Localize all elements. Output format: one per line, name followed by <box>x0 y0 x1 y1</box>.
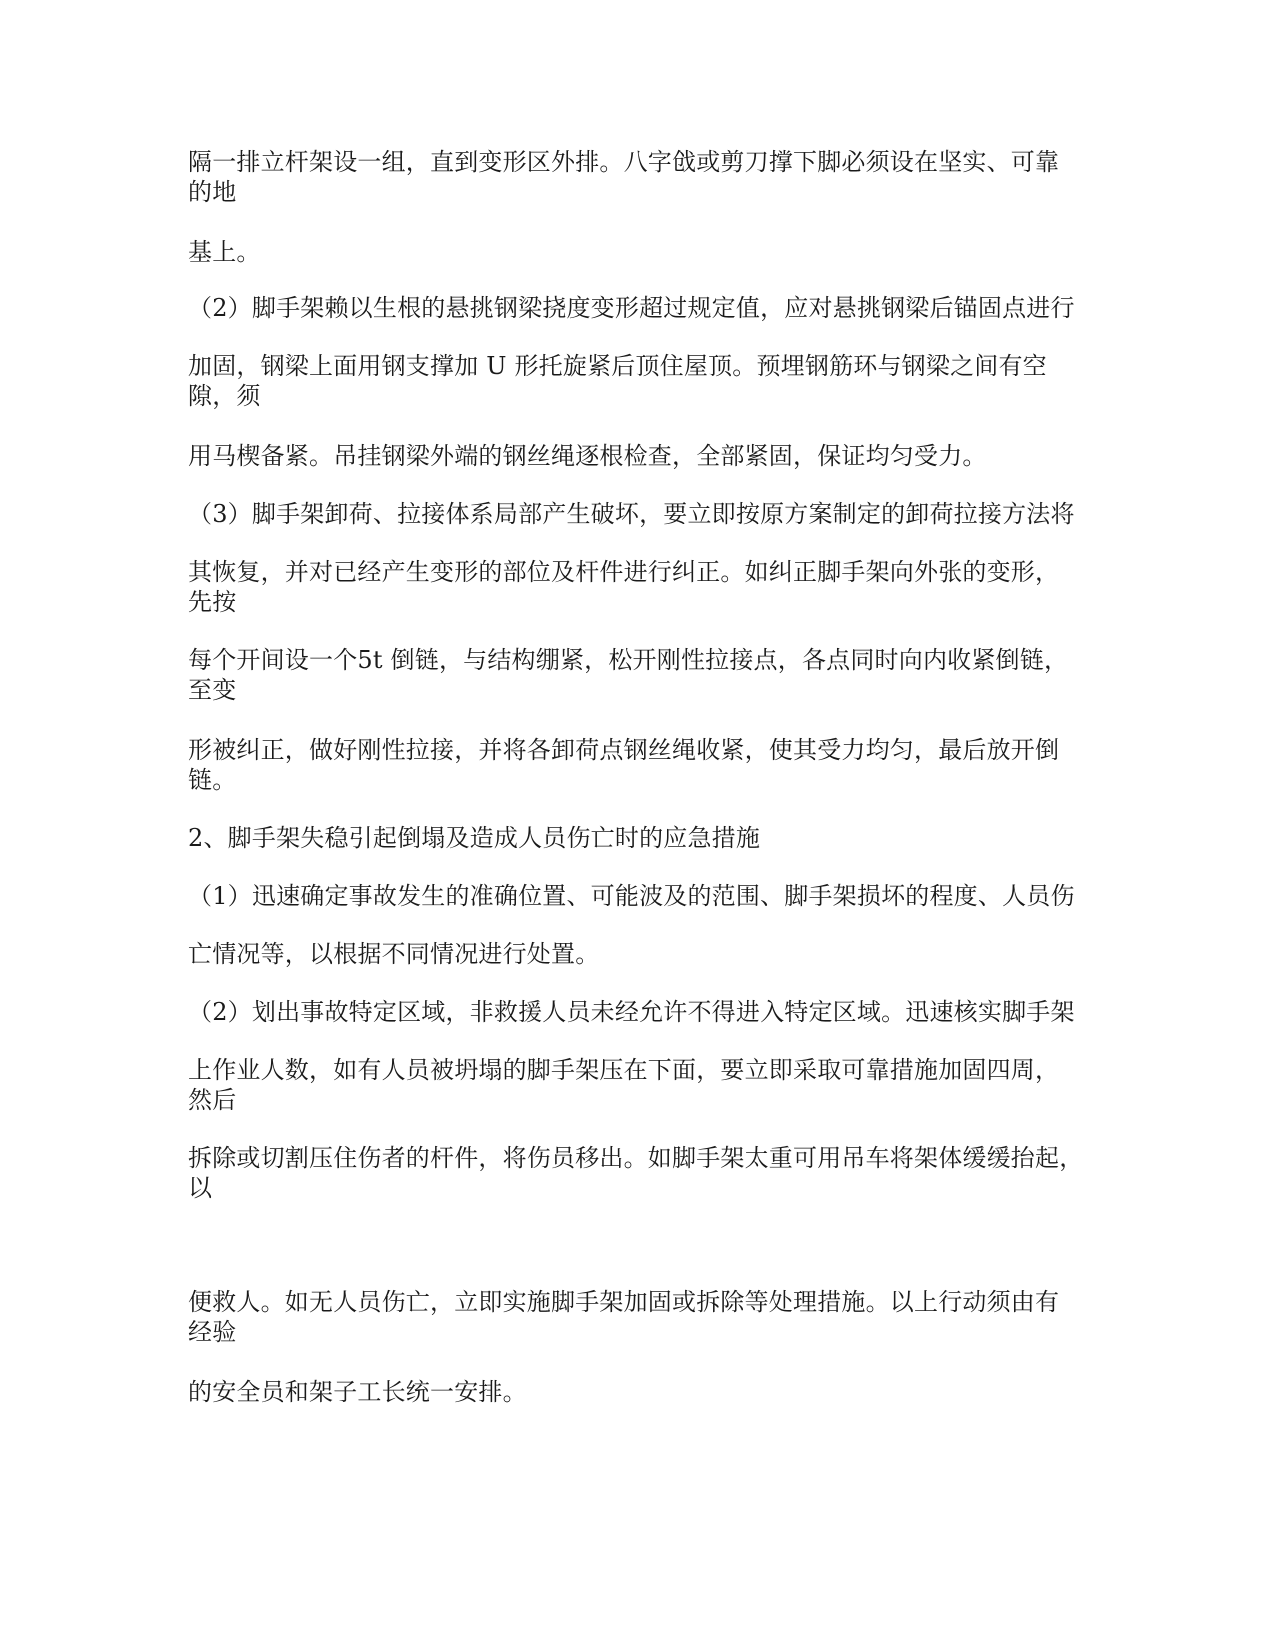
text-line: 形被纠正，做好刚性拉接，并将各卸荷点钢丝绳收紧，使其受力均匀，最后放开倒 <box>188 736 1060 764</box>
text-line: 链。 <box>188 766 237 794</box>
text-line: 用马楔备紧。吊挂钢梁外端的钢丝绳逐根检查，全部紧固，保证均匀受力。 <box>188 442 987 470</box>
text-line: （3）脚手架卸荷、拉接体系局部产生破坏，要立即按原方案制定的卸荷拉接方法将 <box>188 500 1075 528</box>
text-line: 以 <box>188 1174 213 1202</box>
text-line: 加固，钢梁上面用钢支撑加 U 形托旋紧后顶住屋顶。预埋钢筋环与钢梁之间有空 <box>188 352 1047 380</box>
text-line: 上作业人数，如有人员被坍塌的脚手架压在下面，要立即采取可靠措施加固四周， <box>188 1056 1060 1084</box>
text-line: 先按 <box>188 588 237 616</box>
text-line: （1）迅速确定事故发生的准确位置、可能波及的范围、脚手架损坏的程度、人员伤 <box>188 882 1075 910</box>
text-line: （2）脚手架赖以生根的悬挑钢梁挠度变形超过规定值，应对悬挑钢梁后锚固点进行 <box>188 294 1075 322</box>
text-line: 隔一排立杆架设一组，直到变形区外排。八字戗或剪刀撑下脚必须设在坚实、可靠 <box>188 148 1060 176</box>
text-line: 的安全员和架子工长统一安排。 <box>188 1378 527 1406</box>
text-line: 的地 <box>188 178 237 206</box>
section-heading: 2、脚手架失稳引起倒塌及造成人员伤亡时的应急措施 <box>188 824 761 852</box>
text-line: 每个开间设一个5t 倒链，与结构绷紧，松开刚性拉接点，各点同时向内收紧倒链， <box>188 646 1069 674</box>
text-line: 然后 <box>188 1086 237 1114</box>
text-line: 其恢复，并对已经产生变形的部位及杆件进行纠正。如纠正脚手架向外张的变形， <box>188 558 1060 586</box>
text-line: 隙，须 <box>188 382 261 410</box>
text-line: 亡情况等，以根据不同情况进行处置。 <box>188 940 600 968</box>
text-line: 至变 <box>188 676 237 704</box>
text-line: 基上。 <box>188 238 261 266</box>
text-line: （2）划出事故特定区域，非救援人员未经允许不得进入特定区域。迅速核实脚手架 <box>188 998 1075 1026</box>
text-line: 便救人。如无人员伤亡，立即实施脚手架加固或拆除等处理措施。以上行动须由有 <box>188 1288 1060 1316</box>
text-line: 拆除或切割压住伤者的杆件，将伤员移出。如脚手架太重可用吊车将架体缓缓抬起， <box>188 1144 1084 1172</box>
text-line: 经验 <box>188 1318 237 1346</box>
